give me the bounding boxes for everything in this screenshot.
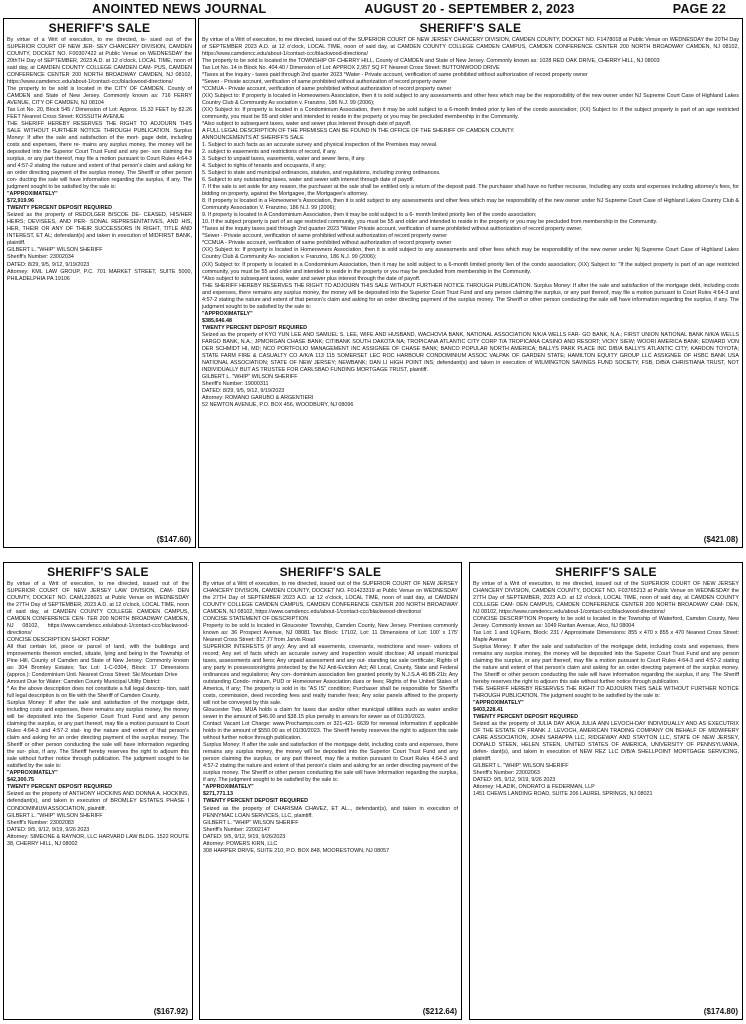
- notice-paragraph: 3. Subject to unpaid taxes, easements, water and sewer liens, if any.: [202, 156, 366, 163]
- notice-paragraph: Gloucester Twp. MUA holds a claim for taxes due and/or other municipal utilities such as water and/or sewer in the amount of $46.00 and $38.15 plus penalty in arrears for sewer as of 01/30/2023.: [203, 707, 458, 721]
- notice-paragraph: The property to be sold is located in the TOWNSHIP OF CHERRY HILL, County of CAMDEN and State of New Jersey. Commonly known as: 1028 RED OAK DRIVE, CHERRY HILL, NJ 08003: [202, 58, 660, 65]
- notice-paragraph: 2. subject to easements and restrictions of record, if any.: [202, 149, 337, 156]
- judgment-amount: $271,771.13: [203, 791, 233, 798]
- notice-paragraph: By virtue of a Writ of execution, to me directed, issued out of the SUPERIOR COURT OF NEW JERSEY CHANCERY DIVISION, CAMDEN COUNTY, DOCKET NO. F01423319 at Public Venue on WEDNESDAY the 27TH Day of SEPTEMBER 2023 A.D. at 12 o'clock, LOCAL TIME, noon of said day, at CAMDEN COUNTY COLLEGE CAMDEN CAMPUS, CAMDEN CONFERENCE CENTER 200 NORTH BROADWAY CAMDEN, NJ 08102, https://www.camdencc.edu/about-1/contact-ccc/blackwood-directions/: [203, 581, 458, 616]
- notice-paragraph: 4. Subject to rights of tenants and occupants, if any;: [202, 163, 326, 170]
- notice-paragraph: THE SHERIFF HEREBY RESERVES THE RIGHT TO ADJOURN THIS SALE WITHOUT FURTHER NOTICE THROUGH PUBLICATION. Surplus Money: If after the sale and satisfaction of the mortgage debt, including costs and expenses, there remains any surplus money, the money will be deposited into the Superior Court Trust Fund and any person claiming the surplus, or any part thereof, may file a motion pursuant to Court Rules 4:64-3 and 4:57-2 stating the nature and extent of that person's claim and asking for an order directing payment of the surplus money. The Sheriff or other person conducting the sale will have information regarding the surplus, if any. The judgment sought to be satisfied by the sale is:: [202, 282, 739, 310]
- notice-paragraph: Amount Due for Water: Camden County Municipal Utility District:: [7, 679, 161, 686]
- notice-3: [3, 562, 193, 1020]
- judgment-amount: $72,919.96: [7, 198, 34, 205]
- notice-paragraph: By virtue of a Writ of execution, to me directed, issued out of the SUPERIOR COURT OF NEW JERSEY CHANCERY DIVISION, CAMDEN COUNTY, DOCKET NO. F1478018 at Public Venue on WEDNESDAY the 20TH Day of SEPTEMBER 2023 A.D. at 12 o'clock, LOCAL TIME, noon of said day, at CAMDEN COUNTY COLLEGE CAMDEN CAMPUS, CAMDEN CONFERENCE CENTER 200 NORTH BROADWAY CAMDEN, NJ 08102, https://www.camdencc.edu/about-1/contact-ccc/blackwood-directions/: [202, 37, 739, 58]
- notice-detail: 52 NEWTON AVENUE, P.O. BOX 456, WOODBURY, NJ 08096: [202, 401, 354, 408]
- notice-heading: SHERIFF'S SALE: [419, 21, 522, 35]
- deposit-required: TWENTY PERCENT DEPOSIT REQUIRED: [203, 798, 309, 805]
- notice-paragraph: CONCISE DESCRIPTION Property to be sold is located in the Township of Waterford, Camden County, New Jersey. Commonly known as: 1049 Raritan Avenue, Atco, NJ 08004: [473, 616, 739, 630]
- notice-heading: SHERIFF'S SALE: [48, 21, 151, 35]
- notice-paragraph: (XX) Subject to: If property is located in Homeowners Association, then it is sold subject to any assessments and other fees which may be the responsibility of the new owner under NJ Supreme Court Case of Highland Lakes Country Club & Community As sociation v. Franzino, 186 N.J. 99 (2006);: [202, 93, 739, 107]
- notice-detail: Seized as the property of REDOLGER BISCOE DE- CEASED, HIS/HER HEIRS; DEVISEES, AND PER- SONAL REPRESENTATIVES, AND HIS, HER, THEIR OR ANY OF THEIR SUCCESSORS IN RIGHT, TITLE AND INTEREST, ET AL; defendant(s) and taken in execution of MIDFIRST BANK, plaintiff.: [7, 212, 192, 247]
- notice-price: ($147.60): [156, 535, 191, 544]
- notice-paragraph: *Also subject to subsequent taxes, water and sewer plus interest through the date of payoff.: [202, 275, 421, 282]
- notice-paragraph: Surplus Money: If after the sale and satisfaction of the mortgage debt, including costs and expenses, there remains any surplus money, the money will be deposited into the Superior Court Trust Fund and any person claiming the surplus, or any part thereof, may file a motion pursuant to Court Rules 4:64-3 and 4:57-2 stating the nature and extent of that person's claim and asking for an order directing payment of the surplus money. The Sheriff or other person conducting the sale will have information regarding the surplus, if any. The judgment sought to be satisfied by the sale is:: [203, 742, 458, 784]
- notice-detail: DATED: 8/29, 9/5, 9/12, 9/19/2023: [202, 387, 285, 394]
- notice-body: [473, 581, 739, 810]
- notice-paragraph: THE SHERIFF HEREBY RESERVES THE RIGHT TO ADJOURN THIS SALE WITHOUT FURTHER NOTICE THROUGH PUBLICATION. The judgment sought to be satisfied by the sale is:: [473, 686, 739, 700]
- notice-heading: SHERIFF'S SALE: [279, 565, 382, 579]
- notice-paragraph: *Sewer - Private account, verification of same prohibited without authorization of record property owner: [202, 233, 448, 240]
- notice-paragraph: All that certain lot, piece or parcel of land, with the buildings and improvements thereon erected, situate, lying and being in the Township of Pine Hill, County of Camden and State of New Jersey: Commonly known as: 304 Bromley Estates; Tax Lot: 1-C-0304, Block: 17 Dimensions (approx.): Condominium Unit. Nearest Cross Street: Ski Mountain Drive: [7, 644, 189, 679]
- notice-paragraph: *CCMUA - Private account, verification of same prohibited without authorization of record property owner: [202, 240, 452, 247]
- notice-detail: 308 HARPER DRIVE, SUITE 210, P.O. BOX 848, MOORESTOWN, NJ 08057: [203, 847, 390, 854]
- notice-paragraph: THE SHERIFF HEREBY RESERVES THE RIGHT TO ADJOURN THIS SALE WITHOUT FURTHER NOTICE THROUGH PUBLICATION. Surplus Money: If after the sale and satisfaction of the mort- gage debt, including costs and expenses, there re- mains any surplus money, the money will be deposited into the Superior Court Trust Fund and any per- son claiming the surplus, or any part thereof, may file a motion pursuant to Court Rules 4:64-3 and 4:57-2 stating the nature and extent of that person's claim and asking for an order directing payment of the surplus money. The Sheriff or other person con- ducting the sale will have information regarding the surplus, if any. The judgment sought to be satisfied by the sale is:: [7, 121, 192, 191]
- notice-detail: Sheriff's Number: 23002034: [7, 254, 74, 261]
- notice-paragraph: CONCISE DESCRIPTION SHORT FORM*: [7, 637, 110, 644]
- notice-detail: GILBERT L. "WHIP" WILSON SHERIFF: [202, 373, 298, 380]
- approximately-label: "APPROXIMATELY": [202, 310, 253, 317]
- notice-heading: SHERIFF'S SALE: [555, 565, 657, 579]
- notice-2: [198, 18, 743, 548]
- notice-paragraph: 10. If the subject property is part of an age restricted community, you must be 55 and older and intended to reside in the property or you may be precluded from membership in the Community.: [202, 219, 658, 226]
- page-number: PAGE 22: [672, 2, 726, 16]
- notice-detail: Sheriff's Number: 23002083: [7, 819, 74, 826]
- notice-detail: DATED: 8/29, 9/5, 9/12, 9/19/2023: [7, 261, 90, 268]
- notice-paragraph: *Taxes at the inquiry - taxes paid through 2nd quarter 2023 *Water - Private account, verification of same prohibited without authorization of record property owner: [202, 72, 588, 79]
- notice-detail: Seized as the property of KYO YUN LEE AND SAMUEL S. LEE, WIFE AND HUSBAND, WACHOVIA BANK, NATIONAL ASSOCIATION N/K/A WELLS FAR- GO BANK, N.A.; FIRST UNION NATIONAL BANK N/K/A WELLS FARGO BANK, N.A.; JPMORGAN CHASE BANK; CITIBANK SOUTH DAKOTA NA; TROPICANA ATLANTIC CITY CORP T/A TROPICANA CASINO AND RESORT; VICKY SIEW; WOORI AMERICA BANK; EDWARD VON DER SCHMIDT HI, MD; NCO PORTFOLIO MANAGEMENT INC ASSIGNEE OF CHASE BANK; BANCO POPULAR NORTH AMERICA; BALLYS PARK PLACE INC D/B/A BALLY'S ATLANTIC CITY; KARDON TOYOTA; STATE FARM FIRE & CASUALTY CO A/K/A 113 115 SOMERSET LEC ROC HARBOUR CONDOMINIUM ASSOC VALPAK OF GARDEN STATE; HAMILTON EQUITY GROUP LLC ASSIGNEE OF HSBC BANK USA NATIONAL ASSOCIATION; STATE OF NEW JERSEY; NEWBANK; DAN LI HIGH POINT INS; defendant(s) and taken in execution of WILMINGTON SAVINGS FUND SOCIETY, FSB, D/B/A CHRISTIANA TRUST, NOT INDIVIDUALLY BUT AS TRUSTEE FOR CARLSBAD FUNDING MORTGAGE TRUST, plaintiff.: [202, 331, 739, 373]
- notice-detail: GILBERT L. "WHIP" WILSON SHERIFF: [473, 763, 569, 770]
- notice-detail: Seized as the property of CHARISMA CHAVEZ, ET AL.., defendant(s), and taken in execution of PENNYMAC LOAN SERVICES, LLC, plaintiff.: [203, 805, 458, 819]
- deposit-required: TWENTY PERCENT DEPOSIT REQUIRED: [473, 714, 579, 721]
- approximately-label: "APPROXIMATELY": [203, 784, 254, 791]
- notice-4: [199, 562, 462, 1020]
- notice-detail: Seized as the property of ANTHONY HOCKINS AND DONNA A. HOCKINS, defendant(s), and taken in execution of BROMLEY ESTATES PHASE I CONDOMINIUM ASSOCIATION, plaintiff.: [7, 791, 189, 812]
- deposit-required: TWENTY PERCENT DEPOSIT REQUIRED: [202, 324, 308, 331]
- notice-paragraph: ANNOUNCEMENTS AT SHERIFF'S SALE: [202, 135, 304, 142]
- deposit-required: TWENTY PERCENT DEPOSIT REQUIRED: [7, 205, 113, 212]
- notice-paragraph: By virtue of a Writ of execution, to me directed, issued out of the SUPERIOR COURT OF NEW JERSEY CHANCERY DIVISION, CAMDEN COUNTY, DOCKET NO. F03765213 at Public Venue on WEDNESDAY the 27TH Day of SEPTEMBER, 2023 A.D. at 12 o'clock, LOCAL TIME, noon of said day, at CAMDEN COUNTY COLLEGE CAM- DEN CAMPUS, CAMDEN CONFERENCE CENTER 200 NORTH BROADWAY CAM- DEN, NJ 08102, https://www.camdencc.edu/about-1/contact-ccc/blackwood-directions/: [473, 581, 739, 616]
- notice-detail: Attorney: SIMEONE & RAYNOR, LLC HARVARD LAW BLDG. 1522 ROUTE 38, CHERRY HILL, NJ 08002: [7, 833, 189, 847]
- notice-body: [7, 581, 189, 860]
- notice-paragraph: A FULL LEGAL DESCRIPTION OF THE PREMISES CAN BE FOUND IN THE OFFICE OF THE SHERIFF OF CAMDEN COUNTY.: [202, 128, 515, 135]
- notice-paragraph: 1. Subject to such facts as an accurate survey and physical inspection of the Premises may reveal.: [202, 142, 438, 149]
- notice-body: [203, 581, 458, 867]
- approximately-label: "APPROXIMATELY": [7, 770, 58, 777]
- notice-price: ($421.08): [703, 535, 738, 544]
- notice-detail: GILBERT L. "WHIP" WILSON SHERIFF: [203, 819, 299, 826]
- notice-body: [202, 37, 739, 421]
- notice-paragraph: Property to be sold is located in Gloucester Township, Camden County, New Jersey. Premises commonly known as: 36 Prospect Avenue, NJ 08081 Tax Block: 17102, Lot: 11 Dimensions of Lot: 100' x 175' Nearest Cross Street: 817.77 from Jarvis Road: [203, 623, 458, 644]
- notice-paragraph: 7. If the sale is set aside for any reason, the purchaser at the sale shall be entitled only a return of the deposit paid. The purchaser shall have no further recourse, Including any costs and expenses including attorney's fees, for bidding on property, against the Mortgagee, the Mortgagee's attorney.: [202, 184, 739, 198]
- notice-paragraph: * As the above description does not constitute a full legal descrip- tion, said full legal description is on file with the Sheriff of Camden County.: [7, 686, 189, 700]
- masthead: [0, 0, 746, 18]
- paper-title: ANOINTED NEWS JOURNAL: [92, 2, 267, 16]
- notice-paragraph: SUPERIOR INTERESTS (if any): Any and all easements, covenants, restrictions and reser- vations of record; Any set of facts which an accurate survey and inspection would disclose; All unpaid municipal taxes, assessments and liens; Any unpaid assessment and any out- standing tax sale certificate; Rights of any party in possession/rights protected by the NJ Anti-Eviction Act; All Local, County, State and Federal ordinances and regulations; Any con- dominium association lien granted priority by N.J.S.A 46:8B-21b; Any outstanding Condo- minium, PUD or Homeowner Association dues or fees; Rights of the United States of America, if any; The property is sold in its "AS IS" condition; Purchaser shall be responsible for Sheriff's costs, commission, deed recording fees and realty transfer fees; Any solar panels affixed to the property will not be conveyed by this sale.: [203, 644, 458, 707]
- notice-paragraph: (XX) Subject to: If property is located in a Condominium Association, then it may be sold subject to a 6-month limited prior ty lien of the condo association; (XX) Subject to: If the subject property is part of an age restricted community, you must be 55 and older and intended to reside in the property or you may be precluded membership in the Community.: [202, 107, 739, 121]
- notice-paragraph: *Also subject to subsequent taxes, water and sewer plus interest through date of payoff.: [202, 121, 412, 128]
- notice-detail: 1451 CHEWS LANDING ROAD, SUITE 206 LAUREL SPRINGS, NJ 08021: [473, 791, 653, 798]
- notice-detail: GILBERT L. "WHIP" WILSON SHERIFF: [7, 812, 103, 819]
- notice-detail: Attorney: HLADIK, ONORATO & FEDERMAN, LLP: [473, 784, 595, 791]
- notice-paragraph: *CCMUA - Private account, verification of same prohibited without authorization of record property owner: [202, 86, 452, 93]
- notice-detail: Attorney: ROMANO GARUBO & ARGENTIERI: [202, 394, 314, 401]
- notice-paragraph: By virtue of a Writ of execution, to me directed, issued out of the SUPERIOR COURT OF NEW JERSEY LAW DIVISION, CAM- DEN COUNTY, DOCKET NO. CAML228021 at Public Venue on WEDNESDAY the 27TH Day of SEPTEMBER, 2023 A.D. at 12 o'clock, LOCAL TIME, noon of said day, at CAMDEN COUNTY COLLEGE CAMDEN CAMPUS, CAMDEN CONFERENCE CEN- TER 200 NORTH BROADWAY CAMDEN, NJ 08102, https://www.camdencc.edu/about-1/contact-ccc/blackwood-directions/: [7, 581, 189, 637]
- notice-paragraph: Surplus Money: If after the sale and satisfaction of the mortgage debt, including costs and expenses, there remains any surplus money, the money will be deposited into the Superior Court Trust Fund and any person claiming the surplus, or any part thereof, may file a motion pursuant to Court Rules 4:64-3 and 4:57-2 stating the nature and extent of that person's claim and asking for an order directing payment of the surplus money. The Sheriff or other person conducting the sale will have information regarding the surplus, if any. The Sheriff hereby reserves the right to adjourn this sale without further notice through publication.: [473, 644, 739, 686]
- notice-detail: Attorney: KML LAW GROUP, P.C. 701 MARKET STREET, SUITE 5000, PHILADELPHIA PA 19106: [7, 268, 192, 282]
- notice-price: ($167.92): [153, 1007, 188, 1016]
- notice-detail: Sheriff's Number: 19000311: [202, 380, 269, 387]
- notice-paragraph: *Taxes at the inquiry taxes paid through 2nd quarter 2023 *Water Private account, verification of same prohibited without authorization of record property owner.: [202, 226, 583, 233]
- deposit-required: TWENTY PERCENT DEPOSIT REQUIRED: [7, 784, 113, 791]
- notice-paragraph: 8. If property is located in a Homeowner's Association, then it is sold subject to any assessments and other fees which may be responsibility of the new owner under NJ Supreme Court Case of Highland Lakes Country Club & Community Association V. Franzino, 186 N.J. 99 (2006);: [202, 198, 739, 212]
- notice-paragraph: Tax Lot No. 14 in Block No. 404.40 / Dimension of Lot: APPROX 2,957 SQ FT Nearest Cross Street: BUTTONWOOD DRIVE: [202, 65, 500, 72]
- notice-paragraph: (XX) Subject to: If property is located in Homeowners Association, then it is sold subject to any assessments and other fees which may be responsibility of the new owner under Nj Supreme Court Case of Highland Lakes Country Club & Community As- sociation v. Franzino, 186 N.J. 99 (2006);: [202, 247, 739, 261]
- notice-paragraph: By virtue of a Writ of execution, to me directed, is- sued out of the SUPERIOR COURT OF NEW JER- SEY CHANCERY DIVISION, CAMDEN COUNTY, DOCKET NO. F00307422 at Public Venue on WEDNESDAY the 20thTH Day of SEPTEMBER, 2023 A.D. at 12 o'clock, LOCAL TIME, noon of said day, at CAMDEN COUNTY COLLEGE CAMDEN CAM- PUS, CAMDEN CONFERENCE CENTER 200 NORTH BROADWAY CAMDEN, NJ 08102, https://www.camdencc.edu/about-1/contact-ccc/blackwood-directions/: [7, 37, 192, 86]
- notice-paragraph: 5. Subject to state and municipal ordinances, statutes, and regulations, including zoning ordinances.: [202, 170, 441, 177]
- judgment-amount: $385,646.48: [202, 317, 232, 324]
- notice-paragraph: (XX) Subject to: If property is located in a Condominium Association, then it may be sold subject to a 6-month limited priority lien of the condo association; (XX) Subject to: "If the subject property is part of an age restricted community, you must be 55 and older and intended to reside in the property or you may be precluded from membership in the Community.: [202, 261, 739, 275]
- notice-detail: Sheriff's Number: 23002063: [473, 770, 540, 777]
- notice-paragraph: The property to be sold is located in the CITY OF CAMDEN, County of CAMDEN and State of New Jersey. Commonly known as: 716 FERRY AVENUE, CITY OF CAMDEN, NJ 08104: [7, 86, 192, 107]
- notice-detail: DATED: 9/5, 9/12, 9/19, 9/26/2023: [203, 833, 286, 840]
- notice-paragraph: Surplus Money: If after the sale and satisfaction of the mortgage debt, including costs and expenses, there remains any surplus money, the money will be deposited into the Superior Court Trust Fund and any person claiming the surplus, or any part thereof, may file a motion pursuant to Court Rules 4:64-3 and 4:57-2 stat- ing the nature and extent of that person's claim and asking for an order directing payment of the surplus money. The Sheriff or other person conducting the sale will have information regarding the sur- plus, if any. The Sheriff hereby reserves the right to adjourn this sale without further notice through publication. The judgment sought to be satisfied by the sale is:: [7, 700, 189, 770]
- notice-detail: DATED: 9/5, 9/12, 9/19, 9/26 2023: [7, 826, 90, 833]
- notice-detail: DATED: 9/5, 9/12, 9/19, 9/26 2023: [473, 777, 556, 784]
- notice-paragraph: *Sewer - Private account, verification of same prohibited without authorization of record property owner: [202, 79, 448, 86]
- notice-paragraph: 6. Subject to any outstanding taxes, water and sewer with interest through date of payoff.: [202, 177, 415, 184]
- approximately-label: "APPROXIMATELY": [473, 700, 524, 707]
- notice-body: [7, 37, 192, 295]
- notice-detail: Attorney: POWERS KIRN, LLC: [203, 840, 278, 847]
- notice-price: ($212.64): [422, 1007, 457, 1016]
- notice-detail: GILBERT L. "WHIP" WILSON SHERIFF: [7, 247, 103, 254]
- judgment-amount: $403,228.41: [473, 707, 503, 714]
- notice-paragraph: Contact Vacant Lot Charge: www.Prochamps.com or 321-421- 6639 for renewal information if applicable holds in the amount of $550.00 as of 01/30/2023. The Sheriff hereby reserves the right to adjourn this sale without further notice through publication.: [203, 721, 458, 742]
- notice-detail: Sheriff's Number: 22002147: [203, 826, 270, 833]
- notice-paragraph: 9. If property is located In A Condominium Association, then it may be sold subject to a 6- month limited priority lien of the condo association;: [202, 212, 537, 219]
- notice-price: ($174.80): [703, 1007, 738, 1016]
- notice-5: [469, 562, 743, 1020]
- notice-paragraph: CONCISE STATEMENT OF DESCRIPTION: [203, 616, 309, 623]
- issue-dates: AUGUST 20 - SEPTEMBER 2, 2023: [364, 2, 575, 16]
- notice-1: [3, 18, 196, 548]
- judgment-amount: $42,300.75: [7, 777, 34, 784]
- notice-detail: Seized as the property of JULIA DAY A/K/A JULIA ANN LEVOCH-DAY INDIVIDUALLY AND AS EXECUTRIX OF THE ESTATE OF FRANK J. LEVOCH, AMERICAN TRADING COMPANY ON BEHALF OF MIDWIFERY CARE ASSOCIATION, JOHN SARAPPA LLC, RIDGEWAY AND STAYTON LLC, STATE OF NEW JERSEY, DONALD STEEN, HELEN STEEN, UNITED STATES OF AMERICA, UNIVERSITY OF PENNSYLVANIA, defen- dant(s), and taken in execution of NEW REZ LLC D/B/A SHELLPOINT MORTGAGE SERVICING, plaintiff.: [473, 721, 739, 763]
- notice-paragraph: Tax Lot: 1 and 1QFarm, Block: 231 / Approximate Dimensions: 855 x 470 x 855 x 470 Nearest Cross Street: Maple Avenue: [473, 630, 739, 644]
- notice-paragraph: Tax Lot No. 20, Block 545 / Dimension of Lot: Approx. 15.32 FEET by 82.26 FEET Nearest Cross Street: KOSSUTH AVENUE: [7, 107, 192, 121]
- notice-heading: SHERIFF'S SALE: [47, 565, 149, 579]
- approximately-label: "APPROXIMATELY": [7, 191, 58, 198]
